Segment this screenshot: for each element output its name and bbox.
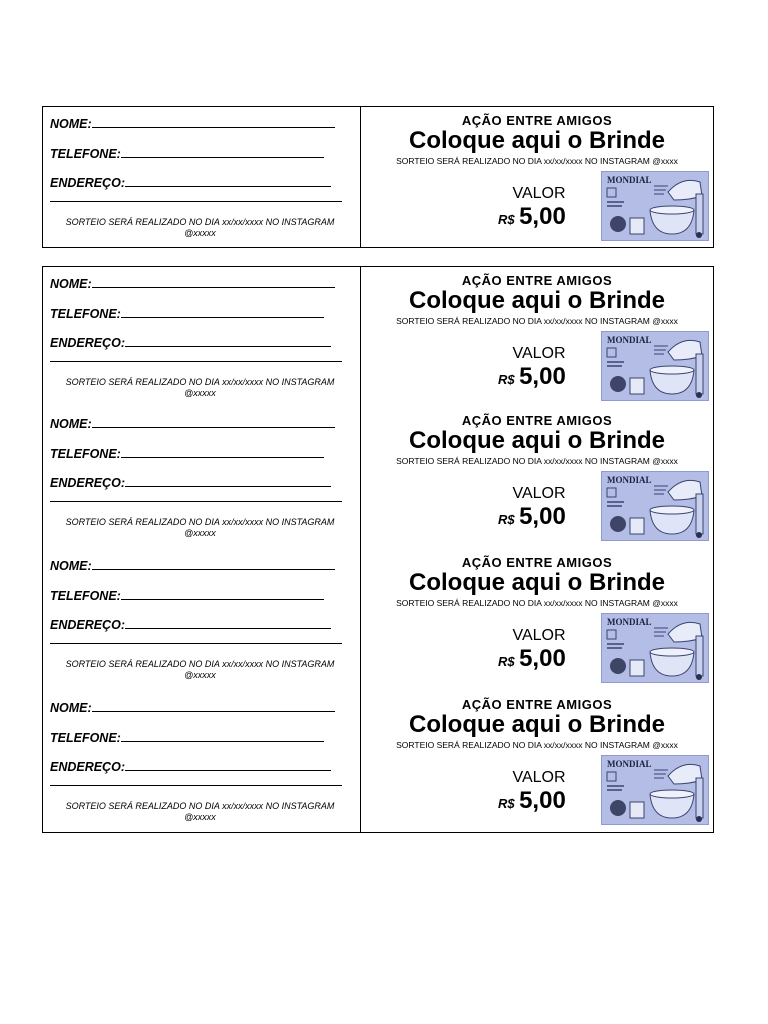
- endereco-line: [125, 616, 331, 629]
- nome-line: [92, 557, 335, 570]
- raffle-ticket: [42, 549, 714, 692]
- raffle-ticket: [42, 266, 714, 408]
- telefone-line: [121, 305, 324, 318]
- stub-footer-text: SORTEIO SERÁ REALIZADO NO DIA xx/xx/xxxx NO INSTAGRAM @xxxxx: [65, 659, 335, 680]
- ticket-header: AÇÃO ENTRE AMIGOS: [461, 273, 613, 288]
- currency-symbol: R$: [498, 654, 515, 669]
- ticket-stub: [43, 549, 361, 691]
- mixer-illustration-icon: [602, 172, 708, 240]
- currency-symbol: R$: [498, 372, 515, 387]
- valor-label: VALOR: [512, 485, 566, 502]
- endereco-field: [50, 616, 331, 632]
- ticket-main: [361, 267, 713, 407]
- price-value: 5,00: [519, 787, 566, 814]
- valor-label: VALOR: [512, 345, 566, 362]
- currency-symbol: R$: [498, 212, 515, 227]
- valor-label: VALOR: [512, 185, 566, 202]
- telefone-label: TELEFONE:: [50, 731, 121, 745]
- product-image: [601, 755, 709, 825]
- nome-label: NOME:: [50, 559, 92, 573]
- stub-footer-text: SORTEIO SERÁ REALIZADO NO DIA xx/xx/xxxx NO INSTAGRAM @xxxxx: [65, 377, 335, 398]
- product-brand-logo: MONDIAL: [607, 175, 652, 185]
- product-brand-logo: MONDIAL: [607, 617, 652, 627]
- price-value: 5,00: [519, 503, 566, 530]
- product-brand-logo: MONDIAL: [607, 475, 652, 485]
- telefone-label: TELEFONE:: [50, 589, 121, 603]
- endereco-line: [125, 334, 331, 347]
- telefone-line: [121, 587, 324, 600]
- ticket-header: AÇÃO ENTRE AMIGOS: [461, 697, 613, 712]
- mixer-illustration-icon: [602, 332, 708, 400]
- price-value: 5,00: [519, 203, 566, 230]
- prize-title: Coloque aqui o Brinde: [409, 287, 665, 314]
- price-value: 5,00: [519, 363, 566, 390]
- price-display: [498, 787, 588, 815]
- prize-title: Coloque aqui o Brinde: [409, 127, 665, 154]
- raffle-ticket: [42, 407, 714, 550]
- telefone-field: [50, 729, 324, 745]
- product-brand-logo: MONDIAL: [607, 759, 652, 769]
- valor-label: VALOR: [512, 769, 566, 786]
- price-display: [498, 503, 588, 531]
- nome-field: [50, 557, 335, 573]
- raffle-ticket: [42, 106, 714, 248]
- price-value: 5,00: [519, 645, 566, 672]
- draw-notice: SORTEIO SERÁ REALIZADO NO DIA xx/xx/xxxx NO INSTAGRAM @xxxx: [396, 598, 678, 608]
- product-image: [601, 331, 709, 401]
- endereco-field: [50, 174, 331, 190]
- telefone-field: [50, 145, 324, 161]
- endereco-field: [50, 474, 331, 490]
- stub-footer-text: SORTEIO SERÁ REALIZADO NO DIA xx/xx/xxxx NO INSTAGRAM @xxxxx: [65, 217, 335, 238]
- price-display: [498, 203, 588, 231]
- endereco-extra-line: [50, 785, 342, 786]
- nome-label: NOME:: [50, 417, 92, 431]
- ticket-main: [361, 407, 713, 549]
- nome-field: [50, 415, 335, 431]
- currency-symbol: R$: [498, 796, 515, 811]
- draw-notice: SORTEIO SERÁ REALIZADO NO DIA xx/xx/xxxx NO INSTAGRAM @xxxx: [396, 156, 678, 166]
- endereco-extra-line: [50, 361, 342, 362]
- prize-title: Coloque aqui o Brinde: [409, 569, 665, 596]
- nome-field: [50, 699, 335, 715]
- product-image: [601, 471, 709, 541]
- stub-footer-text: SORTEIO SERÁ REALIZADO NO DIA xx/xx/xxxx NO INSTAGRAM @xxxxx: [65, 517, 335, 538]
- ticket-stub: [43, 267, 361, 407]
- nome-field: [50, 115, 335, 131]
- nome-label: NOME:: [50, 277, 92, 291]
- nome-label: NOME:: [50, 117, 92, 131]
- product-image: [601, 171, 709, 241]
- price-display: [498, 363, 588, 391]
- telefone-label: TELEFONE:: [50, 147, 121, 161]
- telefone-line: [121, 445, 324, 458]
- endereco-label: ENDEREÇO:: [50, 618, 126, 632]
- telefone-line: [121, 145, 324, 158]
- mixer-illustration-icon: [602, 614, 708, 682]
- endereco-extra-line: [50, 501, 342, 502]
- product-brand-logo: MONDIAL: [607, 335, 652, 345]
- draw-notice: SORTEIO SERÁ REALIZADO NO DIA xx/xx/xxxx NO INSTAGRAM @xxxx: [396, 456, 678, 466]
- telefone-field: [50, 587, 324, 603]
- ticket-header: AÇÃO ENTRE AMIGOS: [461, 413, 613, 428]
- endereco-field: [50, 758, 331, 774]
- ticket-stub: [43, 107, 361, 247]
- telefone-field: [50, 445, 324, 461]
- nome-line: [92, 275, 335, 288]
- valor-label: VALOR: [512, 627, 566, 644]
- ticket-main: [361, 691, 713, 832]
- endereco-label: ENDEREÇO:: [50, 336, 126, 350]
- prize-title: Coloque aqui o Brinde: [409, 427, 665, 454]
- ticket-stub: [43, 691, 361, 832]
- nome-line: [92, 699, 335, 712]
- stub-footer-text: SORTEIO SERÁ REALIZADO NO DIA xx/xx/xxxx NO INSTAGRAM @xxxxx: [65, 801, 335, 822]
- endereco-line: [125, 474, 331, 487]
- endereco-label: ENDEREÇO:: [50, 176, 126, 190]
- mixer-illustration-icon: [602, 756, 708, 824]
- nome-line: [92, 115, 335, 128]
- endereco-extra-line: [50, 201, 342, 202]
- currency-symbol: R$: [498, 512, 515, 527]
- prize-title: Coloque aqui o Brinde: [409, 711, 665, 738]
- endereco-field: [50, 334, 331, 350]
- draw-notice: SORTEIO SERÁ REALIZADO NO DIA xx/xx/xxxx NO INSTAGRAM @xxxx: [396, 316, 678, 326]
- telefone-field: [50, 305, 324, 321]
- endereco-line: [125, 174, 331, 187]
- telefone-line: [121, 729, 324, 742]
- product-image: [601, 613, 709, 683]
- price-display: [498, 645, 588, 673]
- ticket-header: AÇÃO ENTRE AMIGOS: [461, 555, 613, 570]
- nome-field: [50, 275, 335, 291]
- endereco-label: ENDEREÇO:: [50, 760, 126, 774]
- nome-label: NOME:: [50, 701, 92, 715]
- endereco-extra-line: [50, 643, 342, 644]
- ticket-main: [361, 107, 713, 247]
- ticket-stub: [43, 407, 361, 549]
- raffle-ticket: [42, 691, 714, 833]
- telefone-label: TELEFONE:: [50, 307, 121, 321]
- draw-notice: SORTEIO SERÁ REALIZADO NO DIA xx/xx/xxxx NO INSTAGRAM @xxxx: [396, 740, 678, 750]
- nome-line: [92, 415, 335, 428]
- endereco-label: ENDEREÇO:: [50, 476, 126, 490]
- ticket-header: AÇÃO ENTRE AMIGOS: [461, 113, 613, 128]
- endereco-line: [125, 758, 331, 771]
- mixer-illustration-icon: [602, 472, 708, 540]
- telefone-label: TELEFONE:: [50, 447, 121, 461]
- ticket-main: [361, 549, 713, 691]
